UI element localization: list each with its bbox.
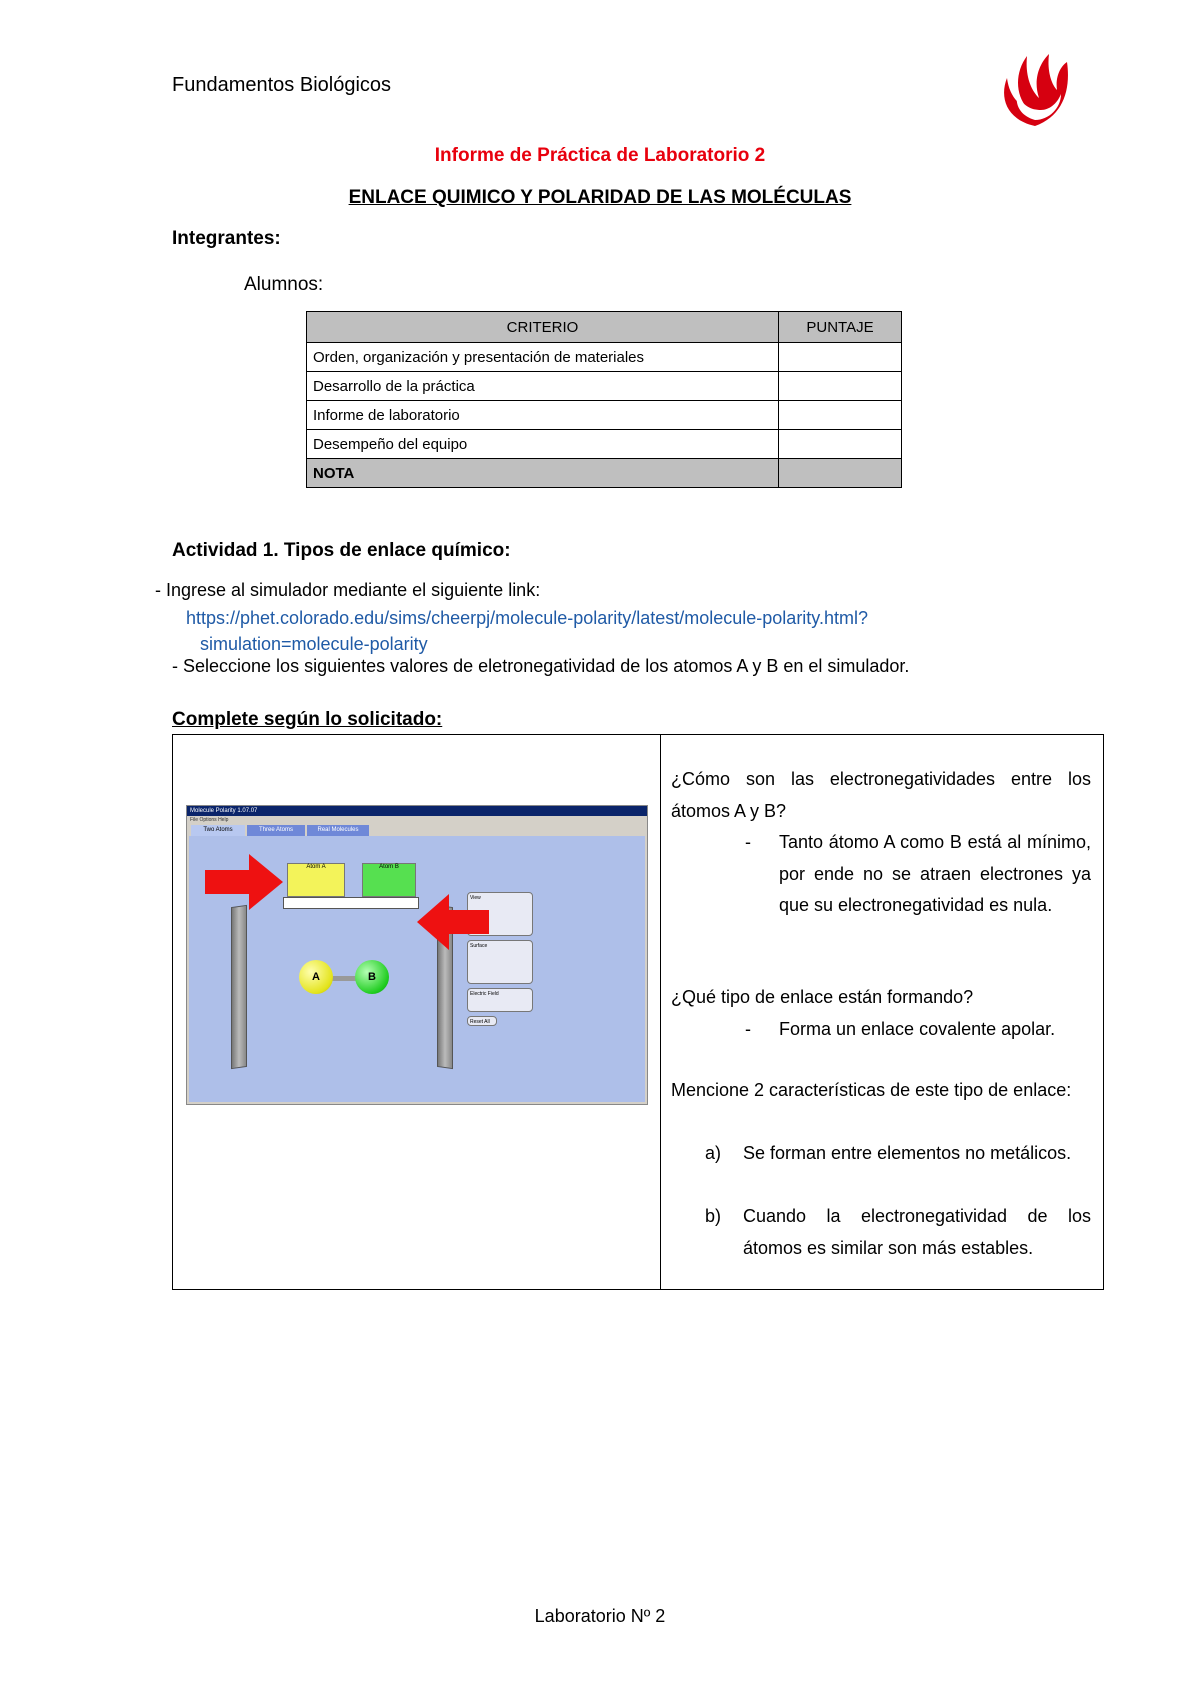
criterio-cell: Orden, organización y presentación de materiales (307, 343, 779, 372)
answer-1 (671, 827, 1091, 922)
table-row (307, 372, 902, 401)
negative-plate (231, 905, 247, 1069)
answer-2-text: Forma un enlace covalente apolar. (779, 1019, 1056, 1039)
atom-a-panel-label: Atom A (306, 864, 326, 870)
surface-controls-label: Surface (470, 943, 488, 949)
reset-all-label: Reset All (470, 1019, 490, 1025)
atom-a: A (299, 960, 333, 994)
activity-title: Actividad 1. Tipos de enlace químico: (172, 540, 511, 561)
puntaje-cell[interactable] (779, 372, 902, 401)
nota-label: NOTA (307, 459, 779, 488)
criterio-header: CRITERIO (307, 312, 779, 343)
simulator-link[interactable] (186, 605, 946, 657)
answer-3b-marker: b) (705, 1206, 722, 1226)
university-logo-icon (997, 50, 1073, 128)
atom-b-panel (362, 863, 416, 897)
puntaje-header: PUNTAJE (779, 312, 902, 343)
report-subtitle: ENLACE QUIMICO Y POLARIDAD DE LAS MOLÉCULAS (348, 187, 852, 208)
answer-1-text: Tanto átomo A como B está al mínimo, por ende no se atraen electrones ya que su electronegatividad es nula. (779, 832, 1091, 915)
criterio-cell: Desarrollo de la práctica (307, 372, 779, 401)
nota-row (307, 459, 902, 488)
puntaje-cell[interactable] (779, 343, 902, 372)
complete-heading: Complete según lo solicitado: (172, 709, 443, 730)
criterio-cell: Informe de laboratorio (307, 401, 779, 430)
instruction-link-intro: - Ingrese al simulador mediante el siguiente link: (155, 580, 541, 600)
red-arrow-right-icon (205, 854, 283, 910)
simulator-link-line1[interactable]: https://phet.colorado.edu/sims/cheerpj/molecule-polarity/latest/molecule-polarity.html? (186, 608, 868, 628)
grading-header-row (307, 312, 902, 343)
nota-cell[interactable] (779, 459, 902, 488)
view-controls-label: View (470, 895, 481, 901)
answer-3a-marker: a) (705, 1143, 722, 1163)
puntaje-cell[interactable] (779, 401, 902, 430)
integrantes-label: Integrantes: (172, 228, 281, 249)
puntaje-cell[interactable] (779, 430, 902, 459)
simulator-link-line2[interactable]: simulation=molecule-polarity (200, 634, 428, 654)
atom-b-panel-label: Atom B (379, 864, 399, 870)
column-divider (660, 735, 661, 1289)
field-controls (467, 988, 533, 1012)
alumnos-label: Alumnos: (244, 274, 324, 295)
criterio-cell: Desempeño del equipo (307, 430, 779, 459)
question-3: Mencione 2 características de este tipo de enlace: (671, 1080, 1072, 1100)
sim-menu-bar: File Options Help (190, 817, 229, 823)
reset-all-button (467, 1016, 497, 1026)
sim-tab-two-atoms: Two Atoms (191, 825, 245, 836)
sim-title-bar: Molecule Polarity 1.07.07 (187, 806, 647, 816)
sim-tab-bar (187, 824, 647, 836)
answer-2 (671, 1014, 1091, 1046)
sim-tab-three-atoms: Three Atoms (247, 825, 305, 836)
table-row (307, 343, 902, 372)
red-arrow-left-icon (417, 894, 489, 950)
simulator-screenshot (186, 805, 648, 1105)
answer-3b (671, 1201, 1091, 1264)
answer-3a-text: Se forman entre elementos no metálicos. (743, 1143, 1072, 1163)
answer-1-marker: - (745, 832, 751, 852)
grading-table (306, 311, 902, 488)
answer-2-marker: - (745, 1019, 751, 1039)
instruction-select-values: - Seleccione los siguientes valores de eletronegatividad de los atomos A y B en el simulador. (172, 656, 910, 676)
atom-b: B (355, 960, 389, 994)
answer-3b-text: Cuando la electronegatividad de los átomos es similar son más estables. (743, 1206, 1091, 1258)
answer-3a (671, 1138, 1091, 1170)
question-2: ¿Qué tipo de enlace están formando? (671, 987, 974, 1007)
page-footer: Laboratorio Nº 2 (534, 1606, 666, 1626)
question-1: ¿Cómo son las electronegatividades entre los átomos A y B? (671, 769, 1091, 821)
atom-a-panel (287, 863, 345, 897)
table-row (307, 401, 902, 430)
table-row (307, 430, 902, 459)
report-title: Informe de Práctica de Laboratorio 2 (434, 145, 766, 166)
field-controls-label: Electric Field (470, 991, 499, 997)
sim-tab-real-molecules: Real Molecules (307, 825, 369, 836)
electronegativity-bar (283, 897, 419, 909)
course-name: Fundamentos Biológicos (172, 74, 392, 96)
